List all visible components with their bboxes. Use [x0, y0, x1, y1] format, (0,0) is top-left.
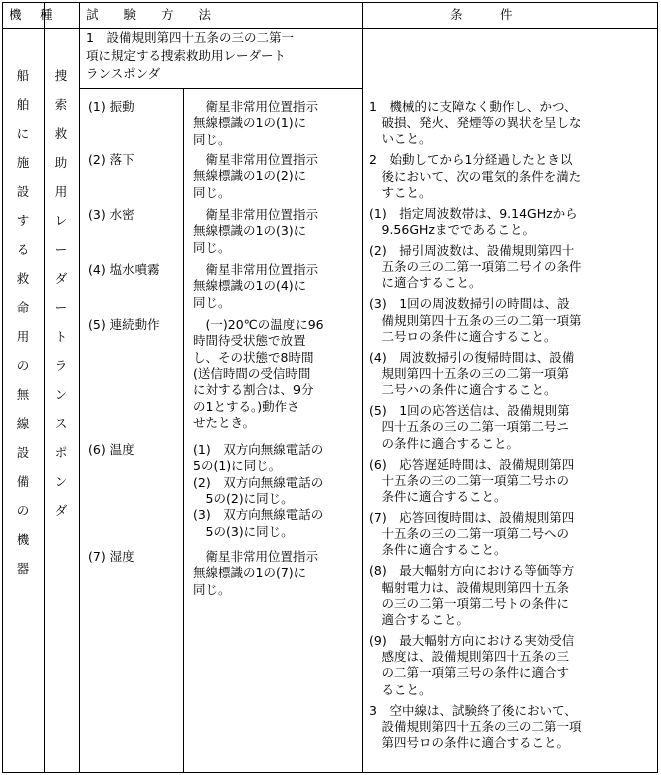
- condition-line: 3 空中線は、試験終了後において、: [369, 702, 577, 718]
- test-method-line: 5の(1)に同じ。: [193, 458, 282, 474]
- test-method-line: 無線標識の1の(4)に: [193, 278, 307, 294]
- kind-label-ship-equipment: [13, 61, 33, 583]
- test-name: (7) 湿度: [88, 549, 135, 564]
- test-method-line: 無線標識の1の(7)に: [193, 565, 307, 581]
- test-method-line: (1) 双方向無線電話の: [193, 442, 324, 457]
- kind_col1-char: に: [16, 126, 30, 141]
- condition-line: (2) 掃引周波数は、設備規則第四十: [369, 243, 575, 258]
- method-title-divider: [79, 88, 362, 89]
- condition-line: 設備規則第四十五条の三の二第一項: [369, 718, 582, 734]
- kind_col2-char: レ: [54, 213, 68, 228]
- test-name: (4) 塩水噴霧: [88, 262, 160, 277]
- condition-line: 輻射電力は、設備規則第四十五条: [369, 579, 570, 595]
- condition-line: 十五条の三の二第一項第二号への: [369, 526, 570, 542]
- condition-line: すこと。: [369, 184, 432, 200]
- col-divider-kind: [44, 2, 45, 773]
- condition-line: 第四号ロの条件に適合すること。: [369, 735, 570, 750]
- kind_col2-char: 助: [54, 155, 68, 170]
- test-method-line: し、その状態で8時間: [193, 349, 314, 365]
- kind_col2-char: ス: [54, 416, 68, 431]
- kind_col1-char: 設: [16, 445, 30, 460]
- kind_col1-char: 設: [16, 184, 30, 199]
- test-name: (3) 水密: [88, 207, 135, 222]
- test-method-line: 衛星非常用位置指示: [193, 99, 319, 114]
- condition-line: の条件に適合すること。: [369, 435, 520, 451]
- col-divider-method-inner: [183, 88, 184, 773]
- kind_col2-char: ン: [54, 387, 68, 402]
- kind_col2-char: ポ: [54, 445, 68, 460]
- condition-line: (4) 周波数掃引の復帰時間は、設備: [369, 349, 575, 365]
- condition-line: (3) 1回の周波数掃引の時間は、設: [369, 296, 570, 312]
- kind_col1-char: 船: [16, 68, 30, 83]
- method-title-line: ランスポンダ: [86, 66, 161, 81]
- condition-line: 適合すること。: [369, 612, 470, 627]
- test-method-line: (3) 双方向無線電話の: [193, 507, 324, 523]
- kind-label-sart: [51, 61, 71, 525]
- col-divider-kind-method: [79, 2, 80, 773]
- condition-line: 9.56GHzまでであること。: [369, 222, 535, 237]
- test-method-line: 衛星非常用位置指示: [193, 207, 319, 222]
- test-method-line: に対する割合は、9分: [193, 382, 314, 398]
- test-method-line: (一)20℃の温度に96: [193, 317, 324, 332]
- kind_col1-char: の: [16, 358, 30, 373]
- test-method-line: 同じ。: [193, 581, 231, 597]
- test-name: (1) 振動: [88, 99, 135, 114]
- condition-line: (9) 最大輻射方向における実効受信: [369, 633, 575, 648]
- test-method-line: 5の(3)に同じ。: [193, 523, 294, 539]
- test-method-line: 衛星非常用位置指示: [193, 549, 319, 564]
- condition-line: (1) 指定周波数帯は、9.14GHzから: [369, 205, 578, 221]
- condition-line: 規則第四十五条の三の二第一項第: [369, 366, 570, 381]
- test-method-line: 衛星非常用位置指示: [193, 152, 319, 167]
- condition-line: 二号ロの条件に適合すること。: [369, 328, 557, 344]
- test-method-line: (2) 双方向無線電話の: [193, 474, 324, 490]
- kind_col1-char: 救: [16, 271, 30, 286]
- kind_col2-char: 捜: [54, 68, 68, 83]
- header-condition: 条 件: [450, 7, 513, 22]
- test-method-line: 無線標識の1の(1)に: [193, 115, 307, 131]
- kind_col1-char: る: [16, 242, 30, 257]
- condition-line: 破損、発火、発煙等の異状を呈しな: [369, 115, 582, 131]
- condition-line: 2 始動してから1分経過したとき以: [369, 152, 573, 168]
- kind_col1-char: 線: [16, 416, 30, 431]
- condition-line: ること。: [369, 681, 432, 697]
- kind_col2-char: ー: [54, 242, 68, 257]
- condition-line: 後において、次の電気的条件を満た: [369, 168, 582, 184]
- condition-line: 条件に適合すること。: [369, 489, 507, 504]
- col-divider-method-condition: [362, 2, 363, 773]
- test-name: (5) 連続動作: [88, 317, 160, 332]
- kind_col2-char: ー: [54, 300, 68, 315]
- condition-line: 備規則第四十五条の三の二第一項第: [369, 312, 582, 328]
- test-method-line: の1とする。)動作さ: [193, 398, 300, 414]
- header-kind: 機 種: [9, 7, 56, 22]
- test-method-line: 時間待受状態で放置: [193, 333, 306, 349]
- kind_col2-char: 救: [54, 126, 68, 141]
- kind_col2-char: ダ: [54, 271, 68, 286]
- condition-line: (7) 応答回復時間は、設備規則第四: [369, 510, 575, 525]
- kind_col2-char: ラ: [54, 358, 68, 373]
- condition-line: 四十五条の三の二第一項第二号ニ: [369, 419, 570, 435]
- condition-line: の二第一項第三号の条件に適合す: [369, 665, 570, 681]
- condition-line: に適合すること。: [369, 275, 482, 291]
- kind_col1-char: 無: [16, 387, 30, 402]
- test-method-line: 同じ。: [193, 239, 231, 255]
- test-name: (2) 落下: [88, 152, 135, 167]
- test-method-line: 同じ。: [193, 184, 231, 200]
- kind_col2-char: 用: [54, 184, 68, 199]
- condition-line: (5) 1回の応答送信は、設備規則第: [369, 403, 570, 419]
- test-method-line: 衛星非常用位置指示: [193, 262, 319, 277]
- condition-line: 感度は、設備規則第四十五条の三: [369, 649, 570, 665]
- condition-line: 二号ハの条件に適合すること。: [369, 382, 557, 398]
- test-method-line: せたとき。: [193, 414, 256, 430]
- condition-line: の三の二第一項第二号トの条件に: [369, 595, 570, 611]
- kind_col2-char: ト: [54, 329, 68, 344]
- header-divider: [2, 28, 658, 29]
- method-title-line: 項に規定する捜索救助用レーダート: [86, 48, 287, 63]
- kind_col1-char: す: [16, 213, 30, 228]
- kind_col1-char: 命: [16, 300, 30, 315]
- kind_col2-char: ン: [54, 474, 68, 489]
- condition-line: 十五条の三の二第一項第二号ホの: [369, 472, 570, 488]
- test-method-line: (送信時間の受信時間: [193, 365, 311, 381]
- condition-line: (8) 最大輻射方向における等価等方: [369, 563, 575, 579]
- kind_col1-char: 器: [16, 561, 30, 576]
- condition-line: 五条の三の二第一項第二号イの条件: [369, 259, 582, 275]
- test-method-line: 同じ。: [193, 294, 231, 310]
- kind_col1-char: の: [16, 503, 30, 518]
- kind_col2-char: ダ: [54, 503, 68, 518]
- kind_col1-char: 舶: [16, 97, 30, 112]
- method-title-line: 1 設備規則第四十五条の三の二第一: [86, 30, 294, 45]
- kind_col1-char: 施: [16, 155, 30, 170]
- test-method-line: 無線標識の1の(2)に: [193, 168, 307, 184]
- condition-line: (6) 応答遅延時間は、設備規則第四: [369, 456, 575, 472]
- condition-line: 条件に適合すること。: [369, 542, 507, 558]
- kind_col2-char: 索: [54, 97, 68, 112]
- test-method-line: 無線標識の1の(3)に: [193, 223, 307, 239]
- test-method-line: 同じ。: [193, 131, 231, 147]
- header-method: 試 験 方 法: [86, 7, 212, 22]
- test-method-line: 5の(2)に同じ。: [193, 490, 294, 506]
- condition-line: 1 機械的に支障なく動作し、かつ、: [369, 99, 577, 114]
- kind_col1-char: 用: [16, 329, 30, 344]
- kind_col1-char: 備: [16, 474, 30, 489]
- condition-line: いこと。: [369, 131, 432, 147]
- test-name: (6) 温度: [88, 442, 135, 457]
- kind_col1-char: 機: [16, 532, 30, 547]
